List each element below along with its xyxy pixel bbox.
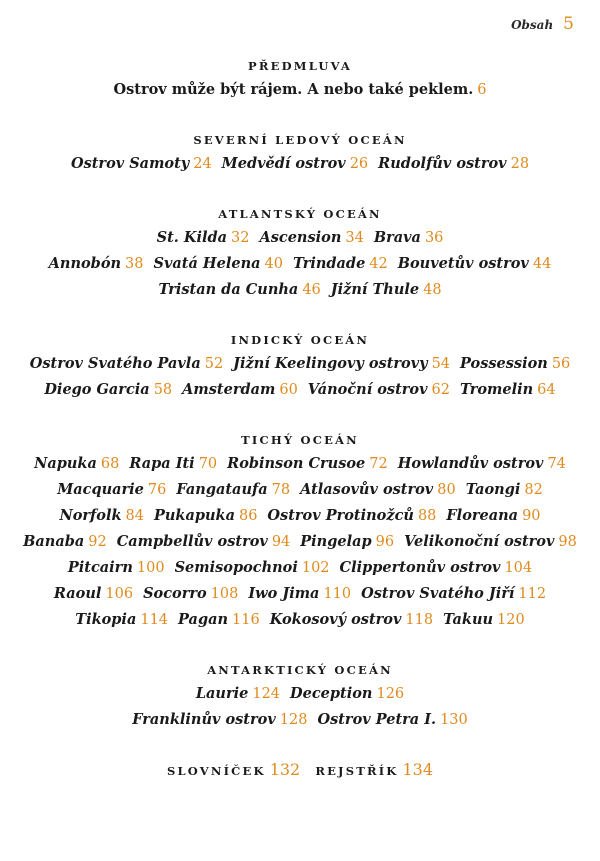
entry-page: 52 — [204, 356, 224, 372]
section-arctic — [0, 129, 600, 177]
entry-page: 128 — [279, 712, 308, 728]
toc-line — [0, 377, 600, 403]
entry-title: Ostrov Protinožců — [267, 507, 414, 524]
entry-title: St. Kilda — [156, 229, 228, 246]
entry-page: 28 — [510, 156, 530, 172]
entry-page: 88 — [417, 508, 437, 524]
toc-line — [0, 503, 600, 529]
section-pacific — [0, 429, 600, 633]
toc-line — [0, 477, 600, 503]
entry-page: 48 — [423, 282, 442, 298]
entry-title: Socorro — [143, 585, 207, 602]
entry-title: Howlandův ostrov — [397, 455, 544, 472]
entry-title: Pukapuka — [153, 507, 235, 524]
entry-title: Ascension — [259, 229, 342, 246]
entry-title: Floreana — [446, 507, 519, 524]
entry-page: 90 — [522, 508, 541, 524]
entry-page: 116 — [232, 612, 260, 628]
toc-entry[interactable] — [259, 229, 363, 246]
entry-title: Brava — [373, 229, 421, 246]
section-atlantic — [0, 203, 600, 303]
entry-title: Taongi — [465, 481, 521, 498]
entry-page: 110 — [323, 586, 352, 602]
toc-entry[interactable] — [374, 229, 444, 246]
entry-title: Atlasovův ostrov — [300, 481, 434, 498]
toc-entry[interactable] — [270, 611, 433, 628]
toc-entry[interactable] — [75, 611, 168, 628]
entry-title: Possession — [460, 355, 548, 372]
entry-title: Iwo Jima — [248, 585, 320, 602]
entry-title: REJSTŘÍK — [315, 764, 399, 778]
entry-page: 54 — [431, 356, 451, 372]
toc-entry[interactable] — [175, 559, 330, 576]
entry-page: 106 — [105, 586, 134, 602]
entry-page: 100 — [136, 560, 165, 576]
entry-page: 64 — [537, 382, 556, 398]
entry-page: 40 — [264, 256, 283, 272]
entry-page: 96 — [375, 534, 395, 550]
toc-entry[interactable] — [68, 559, 165, 576]
toc-line — [0, 451, 600, 477]
entry-page: 130 — [440, 712, 468, 728]
entry-title: Diego Garcia — [44, 381, 150, 398]
toc-line — [0, 681, 600, 707]
entry-page: 6 — [477, 82, 487, 98]
entry-page: 124 — [252, 686, 281, 702]
toc-entry[interactable] — [331, 281, 442, 298]
entry-title: Pitcairn — [67, 559, 133, 576]
entry-title: Medvědí ostrov — [221, 155, 346, 172]
toc-entry[interactable] — [398, 255, 552, 272]
entry-page: 114 — [140, 612, 169, 628]
entry-title: Rudolfův ostrov — [378, 155, 507, 172]
entry-page: 80 — [437, 482, 456, 498]
entry-page: 46 — [302, 282, 321, 298]
entry-lines — [0, 151, 600, 177]
toc-entry[interactable] — [248, 585, 351, 602]
toc-entry[interactable] — [154, 507, 257, 524]
toc-entry[interactable] — [34, 455, 119, 472]
entry-page: 38 — [125, 256, 144, 272]
toc-line — [0, 251, 600, 277]
toc-entry[interactable] — [293, 255, 388, 272]
entry-page: 132 — [269, 760, 301, 779]
entry-title: Amsterdam — [182, 381, 276, 398]
entry-lines — [0, 225, 600, 303]
entry-title: Trindade — [292, 255, 366, 272]
entry-page: 32 — [231, 230, 250, 246]
entry-title: Tristan da Cunha — [158, 281, 299, 298]
toc-entry[interactable] — [49, 255, 144, 272]
entry-page: 82 — [524, 482, 543, 498]
toc-entry[interactable] — [117, 533, 291, 550]
entry-title: Jižní Keelingovy ostrovy — [233, 355, 428, 372]
entry-page: 78 — [271, 482, 291, 498]
toc-entry[interactable] — [227, 455, 388, 472]
entry-page: 36 — [424, 230, 444, 246]
entry-lines — [0, 451, 600, 633]
table-of-contents — [0, 55, 600, 783]
entry-title: Rapa Iti — [129, 455, 195, 472]
entry-title: Pagan — [178, 611, 229, 628]
toc-entry[interactable] — [182, 381, 298, 398]
entry-page: 26 — [349, 156, 369, 172]
toc-entry[interactable] — [143, 585, 238, 602]
toc-entry[interactable] — [398, 455, 566, 472]
section-indian — [0, 329, 600, 403]
entry-title: Fangataufa — [176, 481, 268, 498]
entry-title: Jižní Thule — [330, 281, 420, 298]
toc-entry[interactable] — [378, 155, 529, 172]
toc-entry[interactable] — [113, 81, 486, 98]
toc-entry[interactable] — [196, 685, 280, 702]
entry-page: 70 — [198, 456, 218, 472]
entry-page: 74 — [547, 456, 566, 472]
closing-line — [0, 757, 600, 783]
entry-page: 42 — [369, 256, 388, 272]
section-heading: SEVERNÍ LEDOVÝ OCEÁN — [193, 133, 407, 147]
entry-title: Tikopia — [75, 611, 137, 628]
entry-title: Ostrov Petra I. — [317, 711, 437, 728]
toc-entry[interactable] — [404, 533, 577, 550]
toc-entry[interactable] — [158, 281, 320, 298]
toc-line — [0, 277, 600, 303]
page-number: 5 — [563, 14, 574, 34]
entry-title: Semisopochnoi — [174, 559, 298, 576]
entry-page: 56 — [551, 356, 571, 372]
entry-page: 112 — [518, 586, 547, 602]
toc-entry-glossary[interactable] — [167, 760, 300, 779]
toc-line — [0, 529, 600, 555]
entry-page: 62 — [431, 382, 450, 398]
entry-page: 98 — [558, 534, 577, 550]
toc-entry[interactable] — [267, 507, 436, 524]
entry-page: 34 — [345, 230, 364, 246]
entry-page: 76 — [147, 482, 167, 498]
section-heading: INDICKÝ OCEÁN — [230, 333, 370, 347]
section-heading: TICHÝ OCEÁN — [241, 433, 359, 447]
section-heading: ATLANTSKÝ OCEÁN — [218, 207, 382, 221]
entry-title: Raoul — [53, 585, 102, 602]
entry-page: 108 — [210, 586, 239, 602]
toc-entry[interactable] — [153, 255, 282, 272]
section-preface — [0, 55, 600, 103]
entry-title: Franklinův ostrov — [132, 711, 276, 728]
toc-line — [0, 225, 600, 251]
entry-page: 72 — [369, 456, 388, 472]
toc-entry[interactable] — [23, 533, 107, 550]
entry-title: Deception — [290, 685, 373, 702]
entry-page: 126 — [376, 686, 405, 702]
entry-title: Svatá Helena — [153, 255, 261, 272]
section-heading: PŘEDMLUVA — [248, 59, 352, 73]
toc-entry[interactable] — [466, 481, 543, 498]
toc-entry[interactable] — [129, 455, 217, 472]
toc-entry[interactable] — [132, 711, 307, 728]
toc-line — [0, 77, 600, 103]
toc-line — [0, 581, 600, 607]
toc-entry[interactable] — [44, 381, 172, 398]
toc-entry[interactable] — [340, 559, 533, 576]
entry-title: Vánoční ostrov — [307, 381, 428, 398]
entry-title: Ostrov Svatého Jiří — [361, 585, 515, 602]
toc-entry[interactable] — [317, 711, 467, 728]
toc-line — [0, 607, 600, 633]
entry-page: 68 — [100, 456, 120, 472]
toc-entry[interactable] — [460, 355, 570, 372]
toc-entry[interactable] — [443, 611, 525, 628]
section-heading: ANTARKTICKÝ OCEÁN — [207, 663, 393, 677]
toc-entry[interactable] — [59, 507, 143, 524]
toc-entry[interactable] — [57, 481, 166, 498]
entry-title: Annobón — [48, 255, 122, 272]
entry-page: 118 — [405, 612, 434, 628]
toc-entry[interactable] — [176, 481, 290, 498]
toc-entry[interactable] — [300, 533, 394, 550]
entry-page: 92 — [88, 534, 107, 550]
entry-page: 84 — [125, 508, 144, 524]
toc-entry[interactable] — [460, 381, 556, 398]
entry-title: Bouvetův ostrov — [397, 255, 529, 272]
running-header-label: Obsah — [511, 18, 554, 32]
entry-page: 120 — [497, 612, 525, 628]
entry-title: Velikonoční ostrov — [404, 533, 555, 550]
entry-lines — [0, 351, 600, 403]
entry-page: 94 — [271, 534, 291, 550]
toc-entry[interactable] — [308, 381, 450, 398]
toc-entry[interactable] — [54, 585, 133, 602]
entry-title: Robinson Crusoe — [227, 455, 366, 472]
entry-title: Laurie — [195, 685, 249, 702]
entry-title: Tromelin — [459, 381, 534, 398]
entry-title: Ostrov Svatého Pavla — [29, 355, 201, 372]
entry-title: Napuka — [34, 455, 97, 472]
toc-line — [0, 555, 600, 581]
entry-title: Ostrov Samoty — [70, 155, 190, 172]
toc-line — [0, 351, 600, 377]
entry-page: 44 — [532, 256, 552, 272]
toc-entry[interactable] — [157, 229, 250, 246]
entry-title: Takuu — [443, 611, 494, 628]
toc-entry[interactable] — [30, 355, 223, 372]
toc-entry[interactable] — [222, 155, 368, 172]
toc-entry[interactable] — [290, 685, 404, 702]
entry-lines — [0, 681, 600, 733]
entry-title: Campbellův ostrov — [116, 533, 268, 550]
entry-title: Kokosový ostrov — [269, 611, 402, 628]
entry-page: 104 — [504, 560, 533, 576]
running-header — [511, 14, 574, 34]
entry-title: Norfolk — [59, 507, 122, 524]
entry-page: 58 — [153, 382, 173, 398]
entry-title: Pingelap — [300, 533, 372, 550]
entry-title: Clippertonův ostrov — [339, 559, 501, 576]
toc-line — [0, 151, 600, 177]
entry-title: Banaba — [23, 533, 85, 550]
entry-page: 24 — [193, 156, 212, 172]
toc-entry[interactable] — [446, 507, 540, 524]
toc-entry-index[interactable] — [315, 760, 433, 779]
toc-entry[interactable] — [300, 481, 456, 498]
entry-page: 60 — [279, 382, 298, 398]
entry-title: Ostrov může být rájem. A nebo také peklem. — [113, 81, 474, 98]
toc-entry[interactable] — [71, 155, 212, 172]
entry-page: 134 — [402, 760, 434, 779]
toc-line — [0, 707, 600, 733]
entry-page: 102 — [301, 560, 330, 576]
entry-title: Macquarie — [57, 481, 144, 498]
entry-page: 86 — [238, 508, 258, 524]
entry-title: SLOVNÍČEK — [166, 764, 266, 778]
toc-entry[interactable] — [361, 585, 546, 602]
toc-entry[interactable] — [178, 611, 260, 628]
toc-entry[interactable] — [233, 355, 450, 372]
section-antarctic — [0, 659, 600, 733]
